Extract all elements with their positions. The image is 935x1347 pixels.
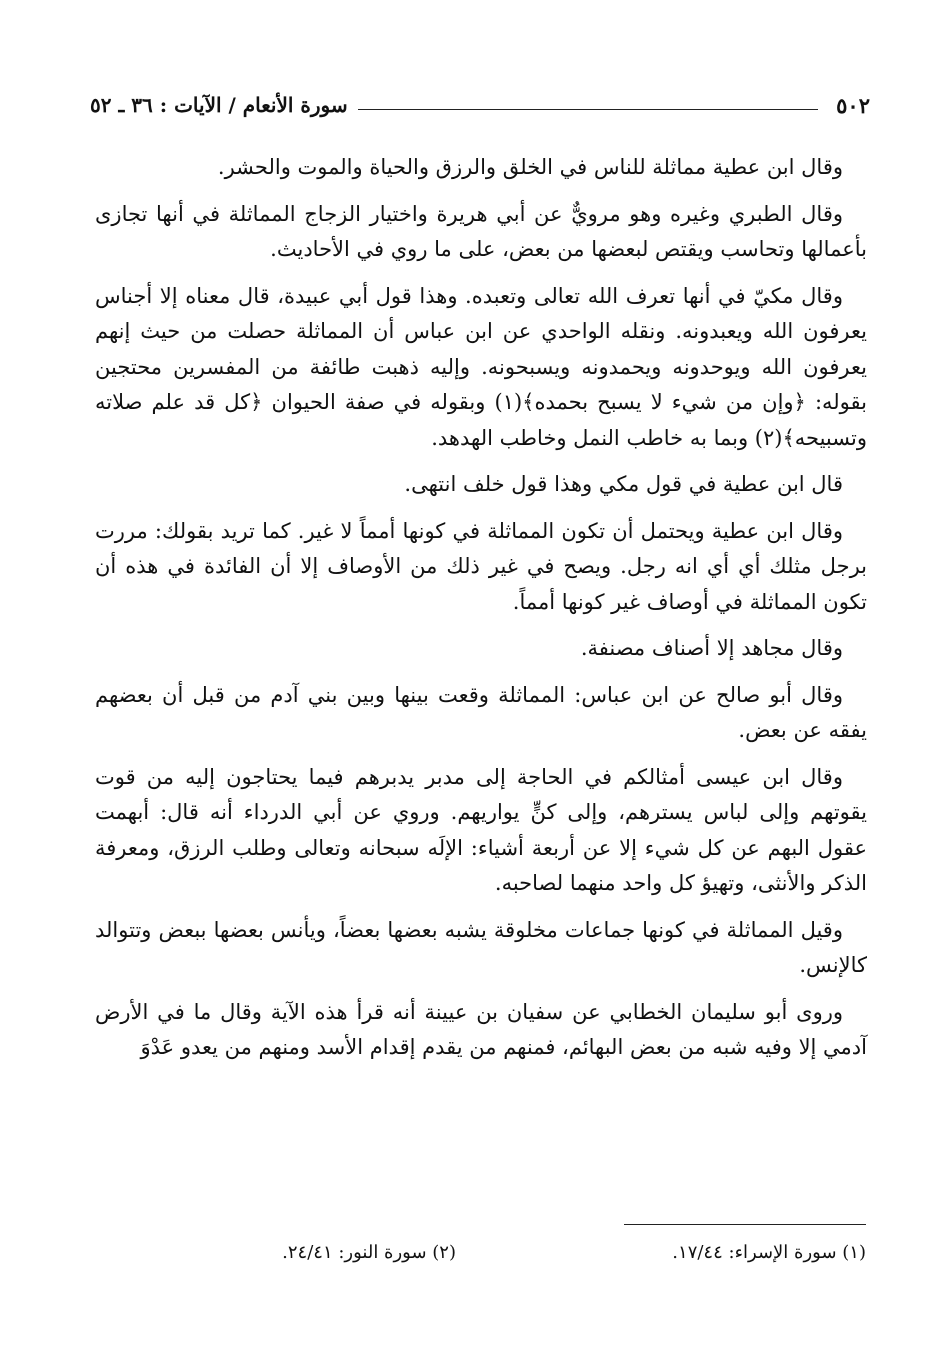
paragraph: وقال ابن عيسى أمثالكم في الحاجة إلى مدبر يدبرهم فيما يحتاجون إليه من قوت يقوتهم وإلى لباس يسترهم، وإلى كنٍّ يواريهم. وروي عن أبي الدرداء أنه قال: أبهمت عقول البهم عن كل شيء إلا عن أربعة أشياء: الإلَه سبحانه وتعالى وطلب الرزق، ومعرفة الذكر والأنثى، وتهيؤ كل واحد منهما لصاحبه. [95, 764, 867, 895]
header-title: سورة الأنعام / الآيات : ٣٦ ـ ٥٢ [90, 93, 348, 117]
header-rule [358, 109, 818, 110]
paragraph: وقال مكيّ في أنها تعرف الله تعالى وتعبده. وهذا قول أبي عبيدة، قال معناه إلا أجناس يعرفون الله ويعبدونه. ونقله الواحدي عن ابن عباس أن المماثلة حصلت من حيث إنهم يعرفون الله ويوحدونه ويحمدونه ويسبحونه. وإليه ذهبت طائفة من المفسرين محتجين بقوله: ﴿وإن من شيء لا يسبح بحمده﴾(١) وبقوله في صفة الحيوان ﴿كل قد علم صلاته وتسبيحه﴾(٢) وبما به خاطب النمل وخاطب الهدهد. [95, 283, 867, 450]
running-header [90, 93, 870, 129]
paragraph: وقال ابن عطية ويحتمل أن تكون المماثلة في كونها أمماً لا غير. كما تريد بقولك: مررت برجل مثلك أي أي انه رجل. ويصح في غير ذلك من الأوصاف إلا أن الفائدة في هذه أن تكون المماثلة في أوصاف غير كونها أمماً. [95, 518, 867, 614]
body-text [95, 150, 867, 1077]
paragraph: وقال الطبري وغيره وهو مرويٌّ عن أبي هريرة واختيار الزجاج المماثلة في أنها تجازى بأعمالها وتحاسب ويقتص لبعضها من بعض، على ما روي في الأحاديث. [95, 201, 867, 261]
footnote-2: (٢) سورة النور: ٢٤/٤١. [282, 1242, 456, 1263]
paragraph: وقيل المماثلة في كونها جماعات مخلوقة يشبه بعضها بعضاً، ويأنس بعضها ببعض وتتوالد كالإنس. [95, 917, 867, 977]
footnote-1: (١) سورة الإسراء: ١٧/٤٤. [672, 1242, 866, 1263]
paragraph: قال ابن عطية في قول مكي وهذا قول خلف انتهى. [404, 472, 843, 496]
page-number: ٥٠٢ [836, 93, 870, 118]
paragraph: وقال مجاهد إلا أصناف مصنفة. [580, 636, 843, 660]
paragraph: وقال ابن عطية مماثلة للناس في الخلق والرزق والحياة والموت والحشر. [217, 155, 843, 179]
footnotes [90, 1242, 866, 1272]
footnote-rule [624, 1224, 866, 1225]
paragraph: وروى أبو سليمان الخطابي عن سفيان بن عيينة أنه قرأ هذه الآية وقال ما في الأرض آدمي إلا وفيه شبه من بعض البهائم، فمنهم من يقدم إقدام الأسد ومنهم من يعدو عَدْوَ [95, 999, 867, 1059]
paragraph: وقال أبو صالح عن ابن عباس: المماثلة وقعت بينها وبين بني آدم من قبل أن بعضهم يفقه عن بعض. [95, 682, 867, 742]
